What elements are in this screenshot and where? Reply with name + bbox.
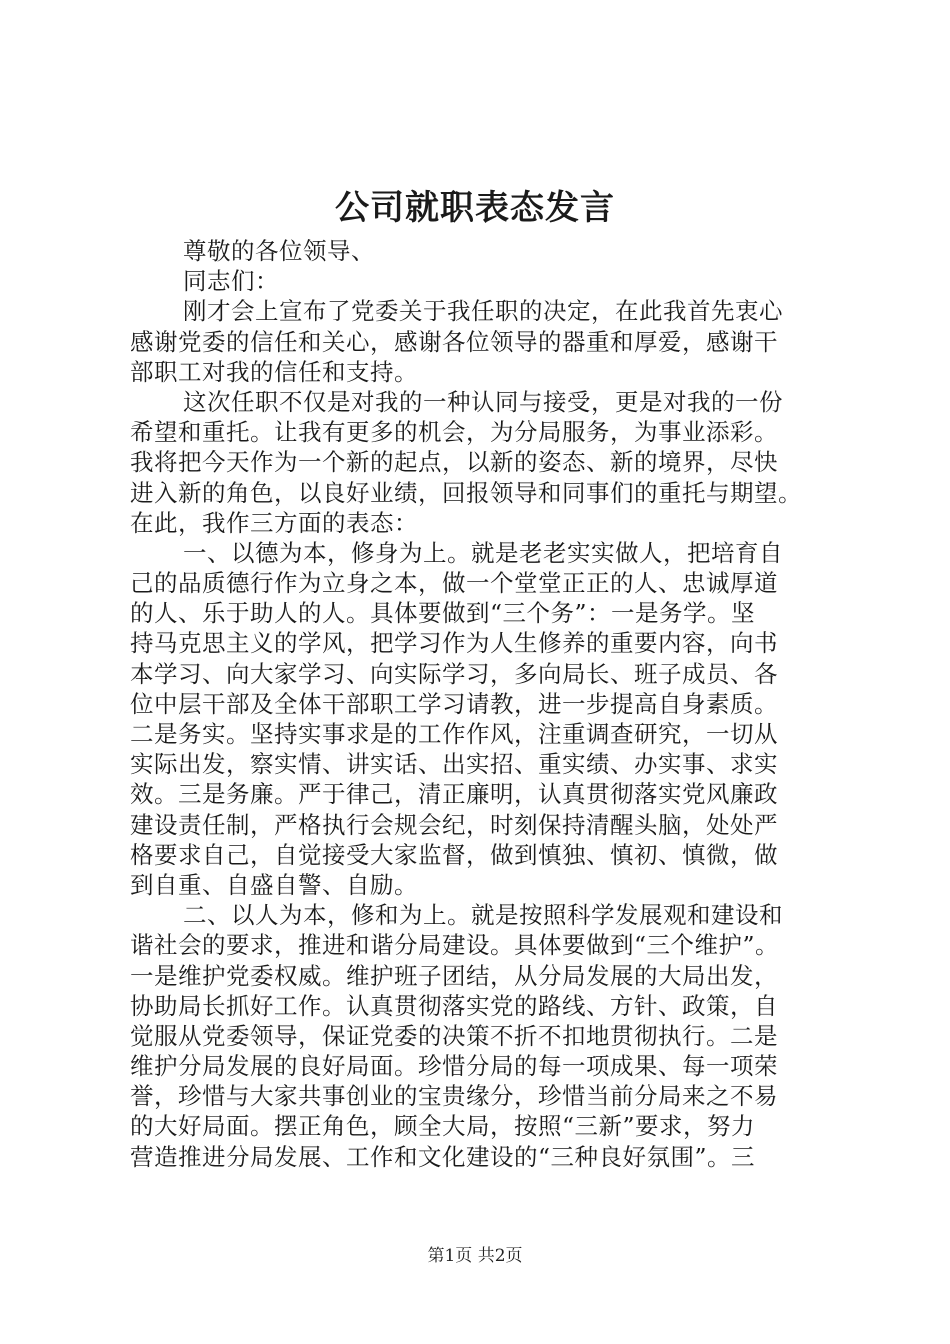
paragraph-line: 效。三是务廉。严于律己，清正廉明，认真贯彻落实党风廉政: [130, 780, 778, 809]
paragraph-line: 到自重、自盛自警、自励。: [130, 870, 418, 899]
document-title: 公司就职表态发言: [335, 188, 615, 228]
paragraph-line: 持马克思主义的学风，把学习作为人生修养的重要内容，向书: [130, 629, 778, 658]
paragraph-line: 二是务实。坚持实事求是的工作作风，注重调查研究，一切从: [130, 720, 778, 748]
paragraph-line: 协助局长抓好工作。认真贯彻落实党的路线、方针、政策，自: [130, 991, 778, 1020]
document-body: [130, 236, 830, 1172]
page-footer: 第1页 共2页: [427, 1246, 523, 1266]
salutation-line: 同志们：: [183, 267, 279, 296]
paragraph-line: 的大好局面。摆正角色，顾全大局，按照“三新”要求，努力: [130, 1112, 756, 1141]
paragraph-line: 一是维护党委权威。维护班子团结，从分局发展的大局出发，: [130, 961, 778, 990]
paragraph-line: 希望和重托。让我有更多的机会，为分局服务，为事业添彩。: [130, 418, 778, 447]
paragraph-line: 营造推进分局发展、工作和文化建设的“三种良好氛围”。三: [130, 1142, 756, 1171]
paragraph-line: 这次任职不仅是对我的一种认同与接受，更是对我的一份: [183, 387, 783, 416]
paragraph-line: 我将把今天作为一个新的起点，以新的姿态、新的境界，尽快: [130, 448, 778, 477]
paragraph-line: 二、以人为本，修和为上。就是按照科学发展观和建设和: [183, 901, 783, 930]
paragraph-line: 誉，珍惜与大家共事创业的宝贵缘分，珍惜当前分局来之不易: [130, 1082, 778, 1111]
paragraph-line: 部职工对我的信任和支持。: [130, 357, 418, 386]
paragraph-line: 在此，我作三方面的表态：: [130, 508, 418, 537]
paragraph-line: 本学习、向大家学习、向实际学习，多向局长、班子成员、各: [130, 659, 778, 688]
paragraph-line: 一、以德为本，修身为上。就是老老实实做人，把培育自: [183, 538, 783, 567]
salutation-line: 尊敬的各位领导、: [183, 237, 375, 265]
paragraph-line: 位中层干部及全体干部职工学习请教，进一步提高自身素质。: [130, 689, 778, 718]
paragraph-line: 格要求自己，自觉接受大家监督，做到慎独、慎初、慎微，做: [130, 840, 778, 869]
paragraph-line: 维护分局发展的良好局面。珍惜分局的每一项成果、每一项荣: [130, 1052, 778, 1081]
paragraph-line: 感谢党委的信任和关心，感谢各位领导的器重和厚爱，感谢干: [130, 327, 778, 356]
paragraph-line: 刚才会上宣布了党委关于我任职的决定，在此我首先衷心: [183, 297, 783, 326]
paragraph-line: 谐社会的要求，推进和谐分局建设。具体要做到“三个维护”。: [130, 931, 780, 960]
paragraph-line: 觉服从党委领导，保证党委的决策不折不扣地贯彻执行。二是: [130, 1021, 778, 1050]
paragraph-line: 的人、乐于助人的人。具体要做到“三个务”：一是务学。坚: [130, 599, 756, 628]
paragraph-line: 建设责任制，严格执行会规会纪，时刻保持清醒头脑，处处严: [130, 810, 778, 839]
paragraph-line: 己的品质德行作为立身之本，做一个堂堂正正的人、忠诚厚道: [130, 569, 778, 598]
paragraph-line: 进入新的角色，以良好业绩，回报领导和同事们的重托与期望。: [130, 478, 802, 507]
paragraph-line: 实际出发，察实情、讲实话、出实招、重实绩、办实事、求实: [130, 750, 778, 779]
